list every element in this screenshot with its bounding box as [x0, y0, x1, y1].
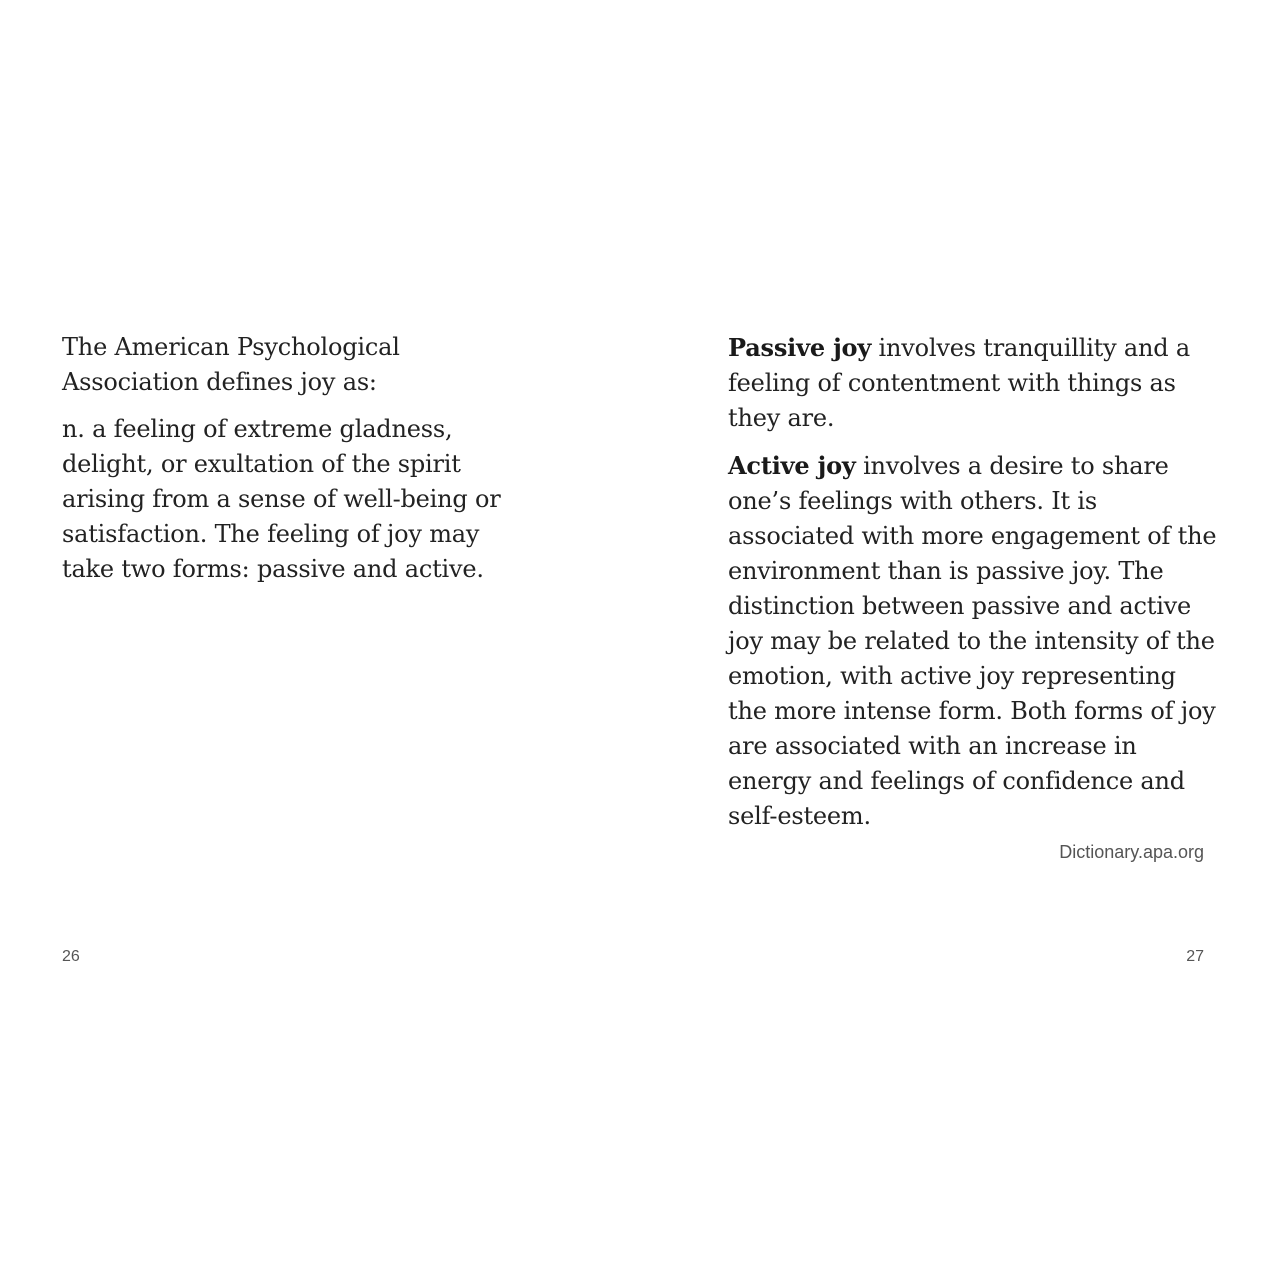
definition-paragraph: n. a feeling of extreme gladness, delight, or exultation of the spirit arising from a sense of well-being or satisfaction. The feeling of joy may take two forms: passive and active.	[62, 415, 501, 583]
active-joy-text: involves a desire to share one’s feelings with others. It is associated with more engagement of the environment than is passive joy. The distinction between passive and active joy may be related to the intensity of the emotion, with active joy representing the more intense form. Both forms of joy are associated with an increase in energy and feelings of confidence and self-esteem.	[728, 452, 1217, 830]
intro-paragraph: The American Psychological Association defines joy as:	[62, 333, 400, 396]
page-number-left: 26	[62, 948, 80, 965]
right-text-block	[728, 330, 1218, 834]
active-joy-term: Active joy	[728, 451, 856, 480]
passive-joy-paragraph	[728, 330, 1218, 436]
source-citation: Dictionary.apa.org	[1059, 842, 1204, 862]
passive-joy-term: Passive joy	[728, 333, 872, 362]
active-joy-paragraph	[728, 448, 1218, 834]
left-text-block	[62, 330, 532, 587]
page-number-right: 27	[1186, 948, 1204, 965]
passive-joy-text: involves tranquillity and a feeling of contentment with things as they are.	[728, 334, 1190, 432]
right-page	[640, 0, 1280, 1280]
